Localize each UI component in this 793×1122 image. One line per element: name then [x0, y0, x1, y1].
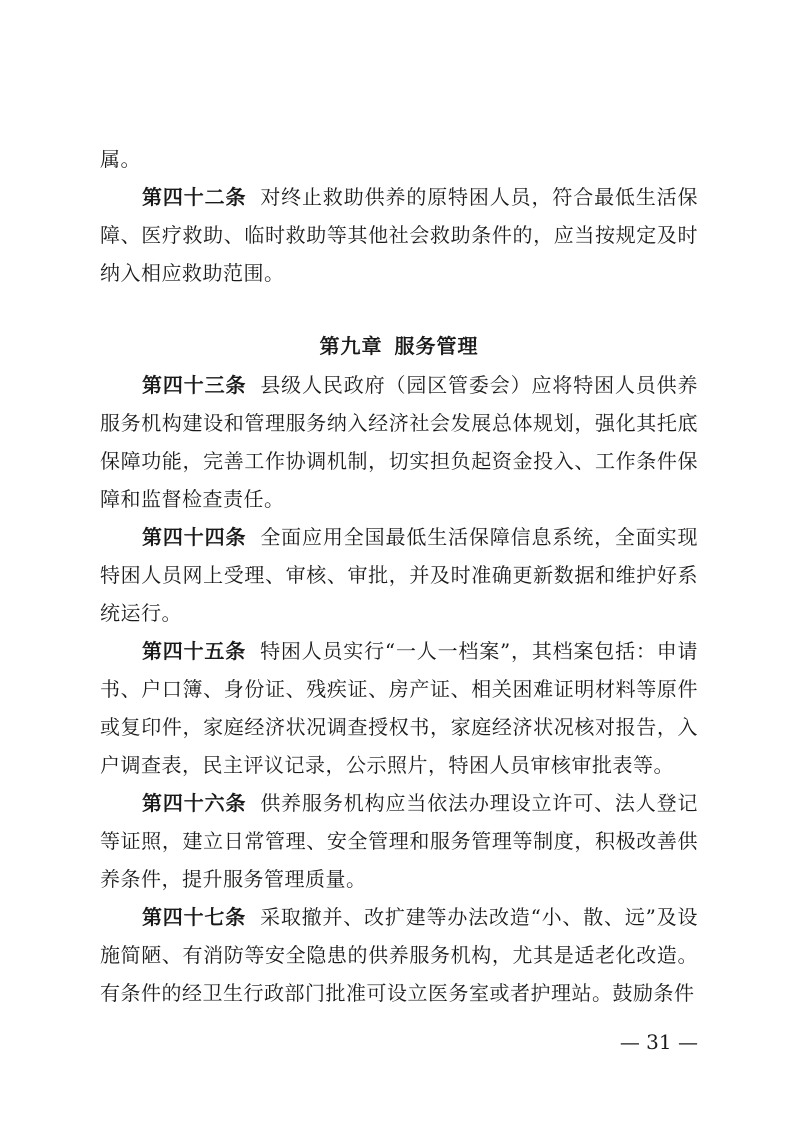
article-44 [100, 518, 698, 632]
article-text: 对终止救助供养的原特困人员，符合最低生活保障、医疗救助、临时救助等其他社会救助条件的，应当按规定及时纳入相应救助范围。 [100, 185, 699, 285]
page-number: — 31 — [619, 1030, 698, 1054]
article-title: 第四十六条 [142, 791, 247, 815]
chapter-heading [100, 327, 698, 365]
chapter-number: 第九章 [319, 334, 383, 358]
article-46 [100, 784, 698, 898]
article-43 [100, 366, 698, 518]
article-47 [100, 898, 698, 1012]
article-text: 采取撤并、改扩建等办法改造“小、散、远”及设施简陋、有消防等安全隐患的供养服务机构，尤其是适老化改造。有条件的经卫生行政部门批准可设立医务室或者护理站。鼓励条件 [100, 905, 699, 1005]
article-title: 第四十七条 [142, 905, 247, 929]
article-text: 供养服务机构应当依法办理设立许可、法人登记等证照，建立日常管理、安全管理和服务管理等制度，积极改善供养条件，提升服务管理质量。 [100, 791, 699, 891]
article-title: 第四十五条 [142, 639, 247, 663]
article-45 [100, 632, 698, 784]
article-text: 特困人员实行“一人一档案”，其档案包括：申请书、户口簿、身份证、残疾证、房产证、相关困难证明材料等原件或复印件，家庭经济状况调查授权书，家庭经济状况核对报告，入户调查表，民主评议记录，公示照片，特困人员审核审批表等。 [100, 639, 699, 777]
chapter-name: 服务管理 [394, 334, 479, 358]
article-title: 第四十四条 [142, 525, 247, 549]
article-text: 县级人民政府（园区管委会）应将特困人员供养服务机构建设和管理服务纳入经济社会发展总体规划，强化其托底保障功能，完善工作协调机制，切实担负起资金投入、工作条件保障和监督检查责任。 [100, 373, 699, 511]
article-42 [100, 178, 698, 292]
article-title: 第四十二条 [142, 185, 247, 209]
continuation-text: 属。 [100, 147, 141, 171]
article-text: 全面应用全国最低生活保障信息系统，全面实现特困人员网上受理、审核、审批，并及时准确更新数据和维护好系统运行。 [100, 525, 699, 625]
article-title: 第四十三条 [142, 373, 247, 397]
